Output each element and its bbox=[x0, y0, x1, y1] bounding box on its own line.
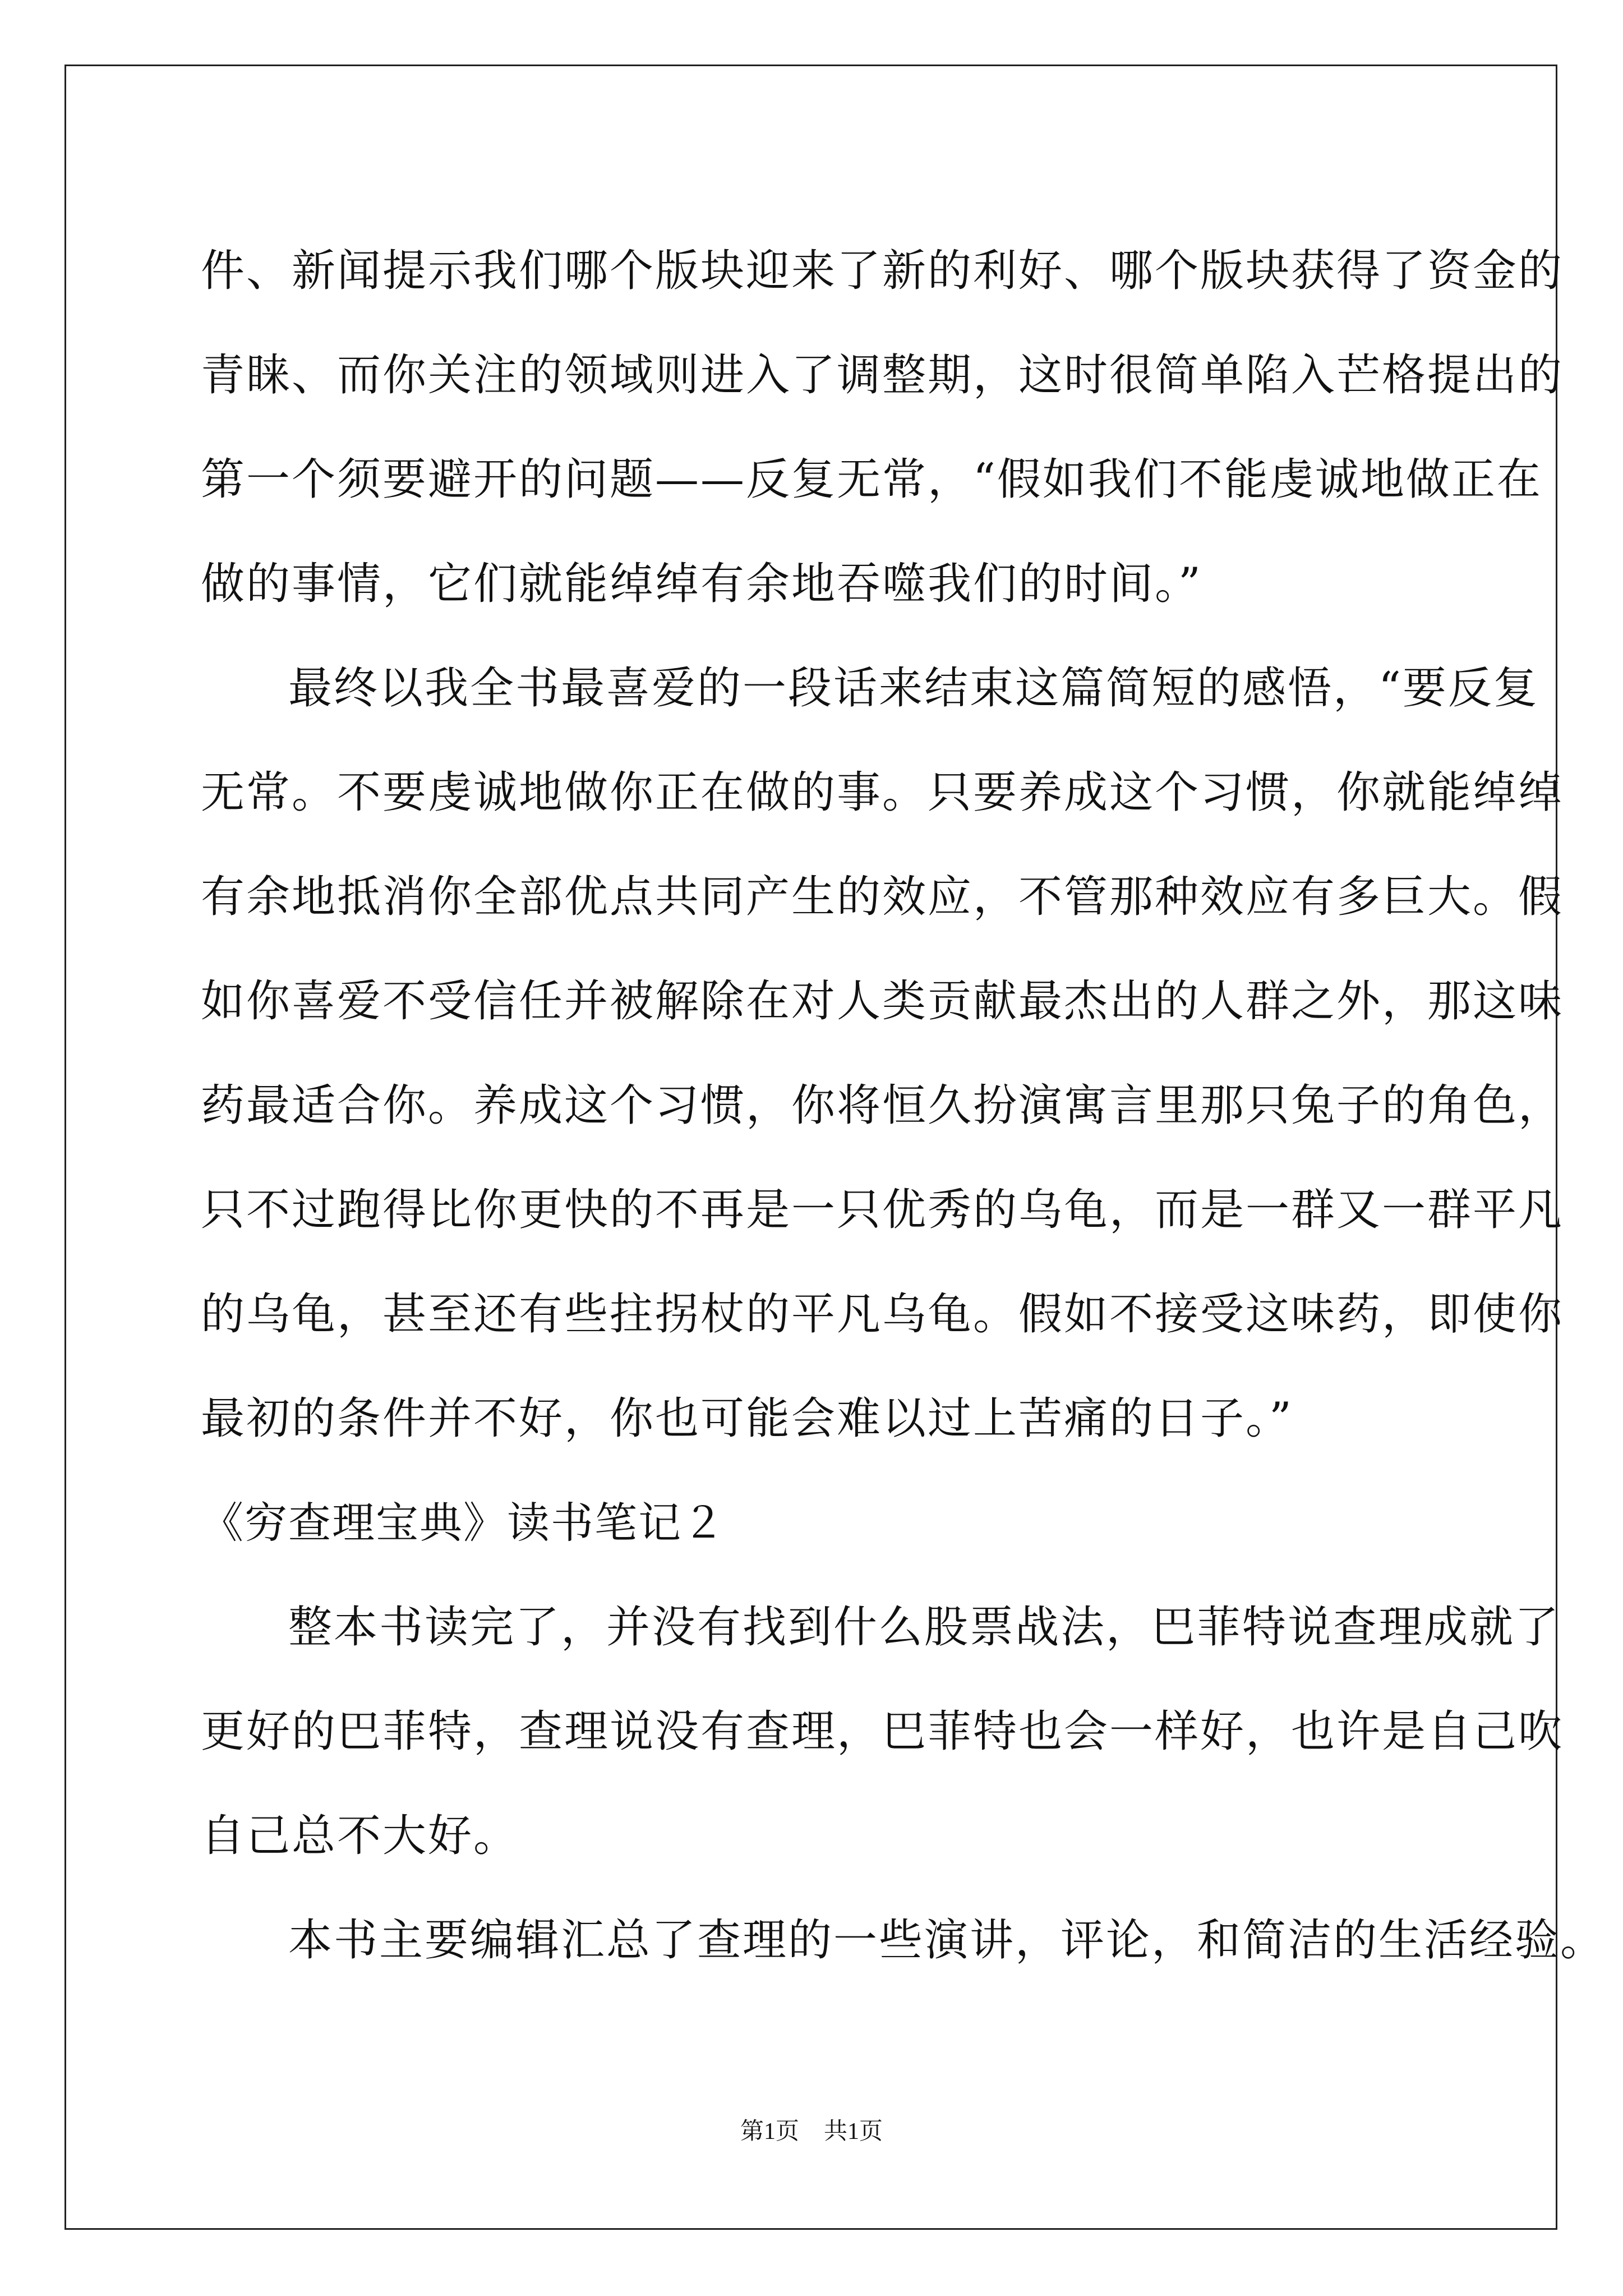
paragraph-2 bbox=[201, 636, 1564, 1471]
text-line: 如你喜爱不受信任并被解除在对人类贡献最杰出的人群之外，那这味 bbox=[201, 976, 1564, 1027]
text-line: 做的事情，它们就能绰绰有余地吞噬我们的时间。” bbox=[201, 559, 1202, 609]
text-line: 自己总不大好。 bbox=[201, 1811, 519, 1861]
text-line: 只不过跑得比你更快的不再是一只优秀的乌龟，而是一群又一群平凡 bbox=[201, 1185, 1564, 1235]
page-total: 共1页 bbox=[824, 2119, 883, 2145]
text-line: 更好的巴菲特，查理说没有查理，巴菲特也会一样好，也许是自己吹 bbox=[201, 1706, 1564, 1757]
text-line: 第一个须要避开的问题——反复无常，“假如我们不能虔诚地做正在 bbox=[201, 454, 1542, 505]
page-number: 第1页 bbox=[740, 2119, 799, 2145]
text-line: 件、新闻提示我们哪个版块迎来了新的利好、哪个版块获得了资金的 bbox=[201, 246, 1564, 296]
paragraph-4 bbox=[201, 1888, 1606, 1993]
text-line: 有余地抵消你全部优点共同产生的效应，不管那种效应有多巨大。假 bbox=[201, 872, 1564, 922]
text-line: 整本书读完了，并没有找到什么股票战法，巴菲特说查理成就了 bbox=[288, 1602, 1561, 1653]
text-line: 本书主要编辑汇总了查理的一些演讲，评论，和简洁的生活经验。 bbox=[288, 1915, 1606, 1966]
page-footer bbox=[0, 2115, 1623, 2148]
section-heading: 《穷查理宝典》读书笔记２ bbox=[201, 1498, 726, 1548]
text-line: 最终以我全书最喜爱的一段话来结束这篇简短的感悟，“要反复 bbox=[288, 663, 1539, 714]
text-line: 最初的条件并不好，你也可能会难以过上苦痛的日子。” bbox=[201, 1393, 1293, 1444]
paragraph-3 bbox=[201, 1575, 1564, 1888]
paragraph-1 bbox=[201, 219, 1564, 636]
text-line: 青睐、而你关注的领域则进入了调整期，这时很简单陷入芒格提出的 bbox=[201, 350, 1564, 401]
document-body bbox=[201, 219, 1606, 1993]
text-line: 的乌龟，甚至还有些拄拐杖的平凡乌龟。假如不接受这味药，即使你 bbox=[201, 1289, 1564, 1340]
text-line: 药最适合你。养成这个习惯，你将恒久扮演寓言里那只兔子的角色， bbox=[201, 1080, 1564, 1131]
text-line: 无常。不要虔诚地做你正在做的事。只要养成这个习惯，你就能绰绰 bbox=[201, 767, 1564, 818]
